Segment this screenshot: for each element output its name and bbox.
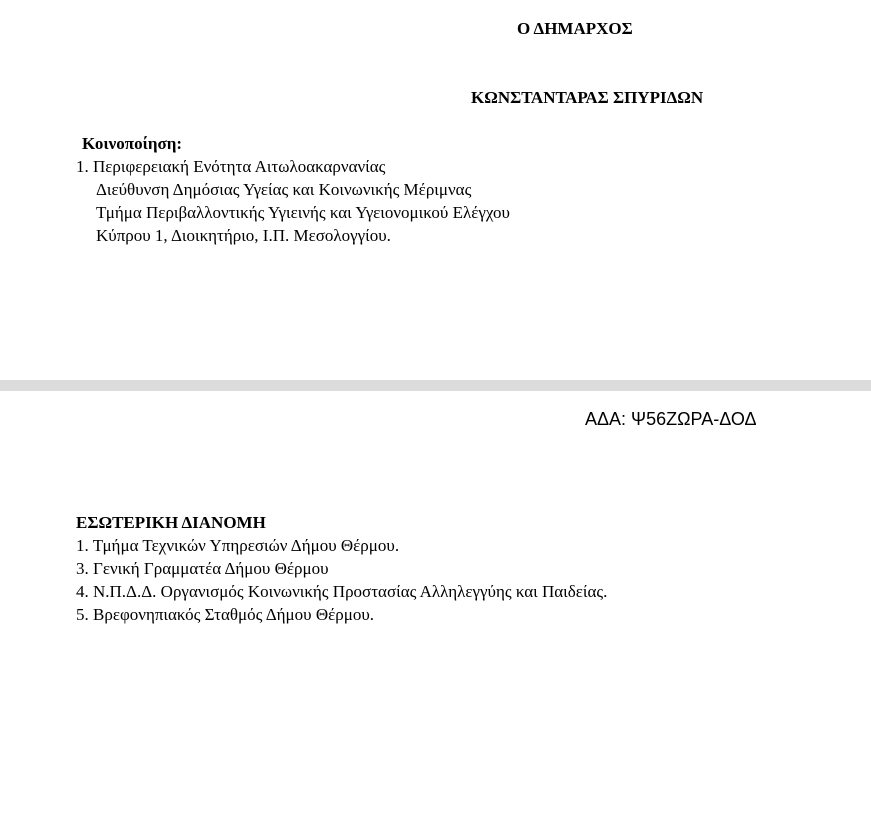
notification-item: Τμήμα Περιβαλλοντικής Υγιεινής και Υγειονομικού Ελέγχου (96, 203, 510, 222)
internal-distribution-list (76, 534, 607, 626)
mayor-name: ΚΩΝΣΤΑΝΤΑΡΑΣ ΣΠΥΡΙΔΩΝ (471, 88, 704, 107)
notification-list (76, 155, 510, 247)
internal-distribution-heading: ΕΣΩΤΕΡΙΚΗ ΔΙΑΝΟΜΗ (76, 513, 266, 532)
notification-item: Διεύθυνση Δημόσιας Υγείας και Κοινωνικής Μέριμνας (96, 180, 472, 199)
page-separator (0, 380, 871, 391)
document-page-1 (0, 0, 871, 380)
ada-code: ΑΔΑ: Ψ56ΖΩΡΑ-ΔΟΔ (585, 409, 757, 429)
document-page-2 (0, 391, 871, 826)
notification-item: Κύπρου 1, Διοικητήριο, Ι.Π. Μεσολογγίου. (96, 226, 391, 245)
notification-item: 1. Περιφερειακή Ενότητα Αιτωλοακαρνανίας (76, 157, 386, 176)
internal-distribution-item: 4. Ν.Π.Δ.Δ. Οργανισμός Κοινωνικής Προστασίας Αλληλεγγύης και Παιδείας. (76, 582, 608, 601)
internal-distribution-item: 5. Βρεφονηπιακός Σταθμός Δήμου Θέρμου. (76, 605, 374, 624)
internal-distribution-item: 1. Τμήμα Τεχνικών Υπηρεσιών Δήμου Θέρμου. (76, 536, 400, 555)
notification-heading: Κοινοποίηση: (82, 134, 183, 153)
mayor-title: Ο ΔΗΜΑΡΧΟΣ (517, 19, 633, 38)
internal-distribution-item: 3. Γενική Γραμματέα Δήμου Θέρμου (76, 559, 329, 578)
